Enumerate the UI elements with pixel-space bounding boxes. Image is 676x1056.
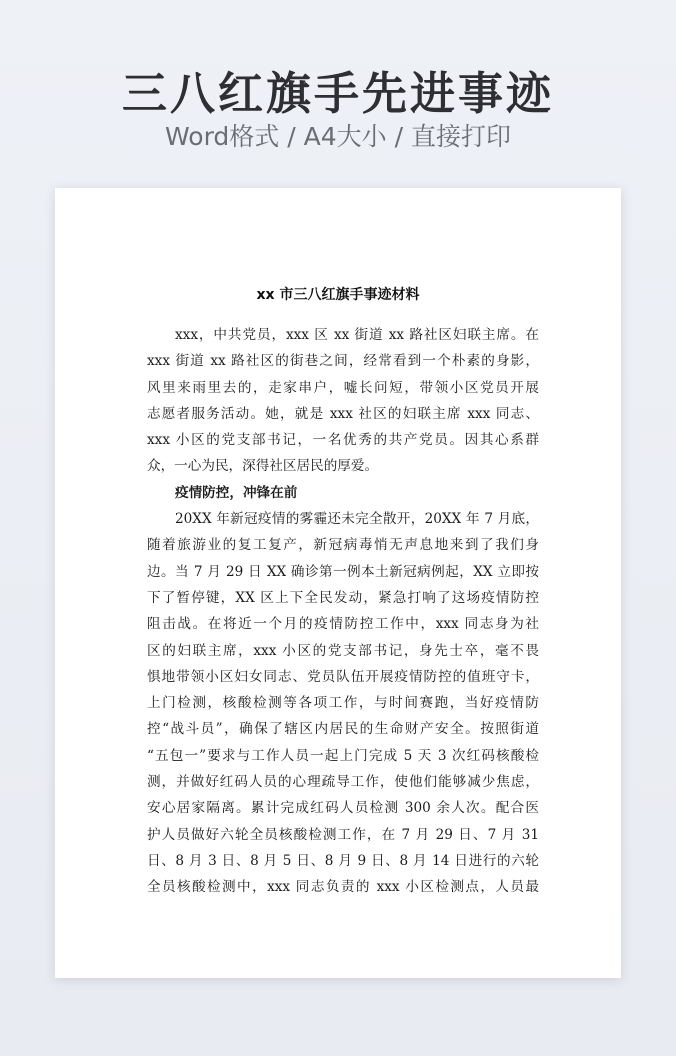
- document-page: [55, 188, 621, 978]
- body-line: 日、8 月 3 日、8 月 5 日、8 月 9 日、8 月 14 日进行的六轮: [147, 852, 539, 869]
- body-line: 惧地带领小区妇女同志、党员队伍开展疫情防控的值班守卡，: [147, 668, 539, 685]
- body-line: 风里来雨里去的，走家串户，嘘长问短，带领小区党员开展: [147, 379, 539, 396]
- body-line: 上门检测，核酸检测等各项工作，与时间赛跑，当好疫情防: [147, 695, 539, 712]
- body-line: “五包一”要求与工作人员一起上门完成 5 天 3 次红码核酸检: [147, 747, 539, 764]
- body-line: 随着旅游业的复工复产，新冠病毒悄无声息地来到了我们身: [147, 537, 539, 554]
- body-line: xxx 街道 xx 路社区的街巷之间，经常看到一个朴素的身影，: [147, 353, 539, 370]
- body-line: 阻击战。在将近一个月的疫情防控工作中，xxx 同志身为社: [147, 616, 539, 633]
- body-line: 控“战斗员”，确保了辖区内居民的生命财产安全。按照街道: [147, 721, 539, 738]
- body-line: xxx 小区的党支部书记，一名优秀的共产党员。因其心系群: [147, 432, 539, 449]
- body-line: 众，一心为民，深得社区居民的厚爱。: [147, 458, 379, 475]
- banner-title: 三八红旗手先进事迹: [121, 67, 554, 120]
- body-line: 护人员做好六轮全员核酸检测工作，在 7 月 29 日、7 月 31: [147, 826, 539, 843]
- body-line: 边。当 7 月 29 日 XX 确诊第一例本土新冠病例起，XX 立即按: [147, 563, 539, 580]
- section-heading: 疫情防控，冲锋在前: [175, 484, 298, 501]
- body-line: 区的妇联主席，xxx 小区的党支部书记，身先士卒，毫不畏: [147, 642, 539, 659]
- document-title: xx 市三八红旗手事迹材料: [256, 287, 420, 303]
- body-line: 志愿者服务活动。她，就是 xxx 社区的妇联主席 xxx 同志、: [147, 405, 539, 422]
- body-line: 20XX 年新冠疫情的雾霾还未完全散开，20XX 年 7 月底，: [175, 511, 539, 528]
- banner-subtitle: Word格式 / A4大小 / 直接打印: [165, 122, 511, 151]
- body-line: 安心居家隔离。累计完成红码人员检测 300 余人次。配合医: [147, 800, 539, 817]
- body-line: 测，并做好红码人员的心理疏导工作，使他们能够减少焦虑，: [147, 774, 539, 791]
- body-line: 下了暂停键，XX 区上下全民发动，紧急打响了这场疫情防控: [147, 589, 539, 606]
- document-body: [147, 322, 539, 901]
- body-line: xxx，中共党员，xxx 区 xx 街道 xx 路社区妇联主席。在: [175, 327, 539, 343]
- body-line: 全员核酸检测中，xxx 同志负责的 xxx 小区检测点，人员最: [147, 879, 539, 896]
